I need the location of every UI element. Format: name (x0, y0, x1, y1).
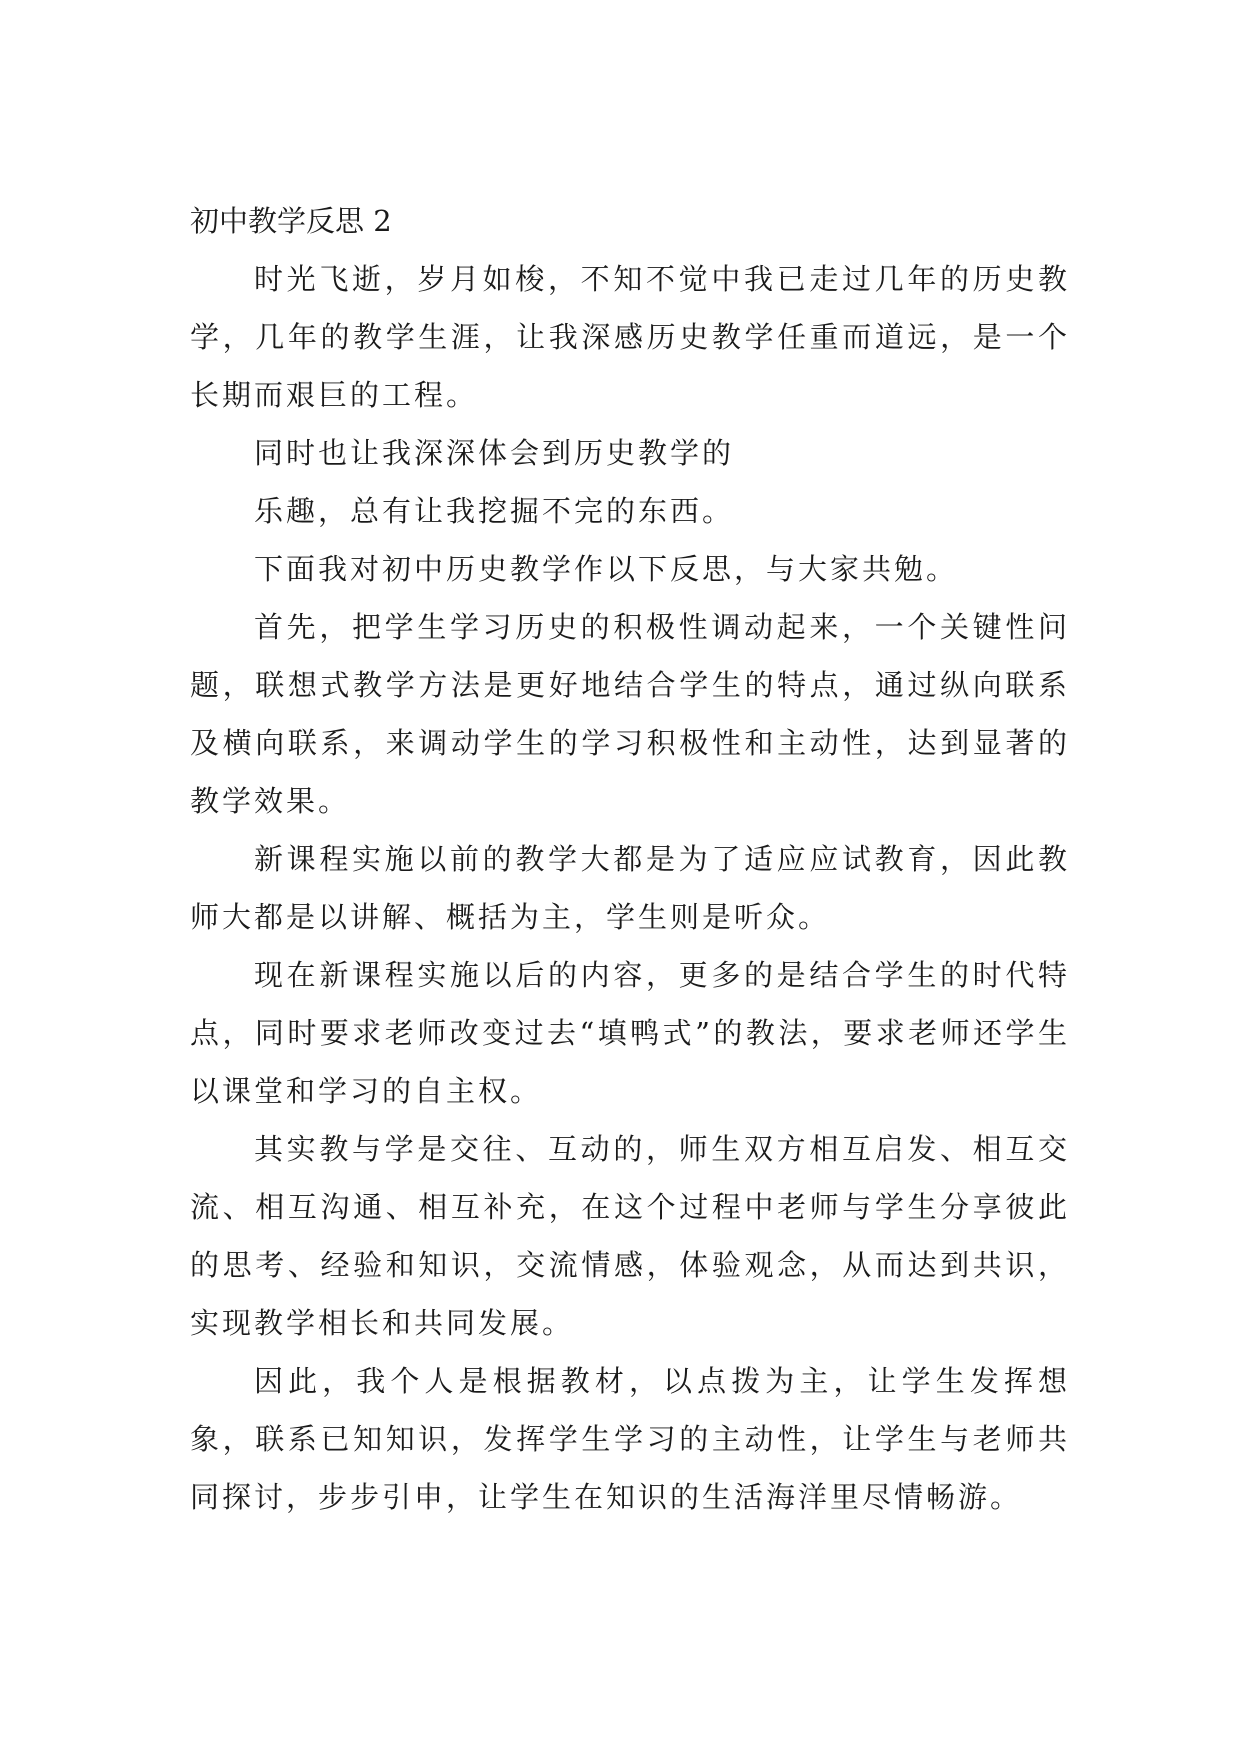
paragraph-2: 同时也让我深深体会到历史教学的 (254, 436, 735, 470)
paragraph-6: 新课程实施以前的教学大都是为了适应应试教育，因此教师大都是以讲解、概括为主，学生则是听众。 (190, 842, 1070, 934)
paragraph-9: 因此，我个人是根据教材，以点拨为主，让学生发挥想象，联系已知知识，发挥学生学习的主动性，让学生与老师共同探讨，步步引申，让学生在知识的生活海洋里尽情畅游。 (190, 1364, 1070, 1514)
paragraph-1: 时光飞逝，岁月如梭，不知不觉中我已走过几年的历史教学，几年的教学生涯，让我深感历史教学任重而道远，是一个长期而艰巨的工程。 (190, 262, 1070, 412)
paragraph-4: 下面我对初中历史教学作以下反思，与大家共勉。 (254, 552, 959, 586)
paragraph-5: 首先，把学生学习历史的积极性调动起来，一个关键性问题，联想式教学方法是更好地结合学生的特点，通过纵向联系及横向联系，来调动学生的学习积极性和主动性，达到显著的教学效果。 (190, 610, 1070, 818)
paragraph-3: 乐趣，总有让我挖掘不完的东西。 (254, 494, 735, 528)
document-title: 初中教学反思 2 (190, 204, 392, 238)
paragraph-7: 现在新课程实施以后的内容，更多的是结合学生的时代特点，同时要求老师改变过去“填鸭式”的教法，要求老师还学生以课堂和学习的自主权。 (190, 958, 1070, 1108)
paragraph-8: 其实教与学是交往、互动的，师生双方相互启发、相互交流、相互沟通、相互补充，在这个过程中老师与学生分享彼此的思考、经验和知识，交流情感，体验观念，从而达到共识，实现教学相长和共同发展。 (190, 1132, 1070, 1340)
document-body (190, 192, 1070, 1526)
